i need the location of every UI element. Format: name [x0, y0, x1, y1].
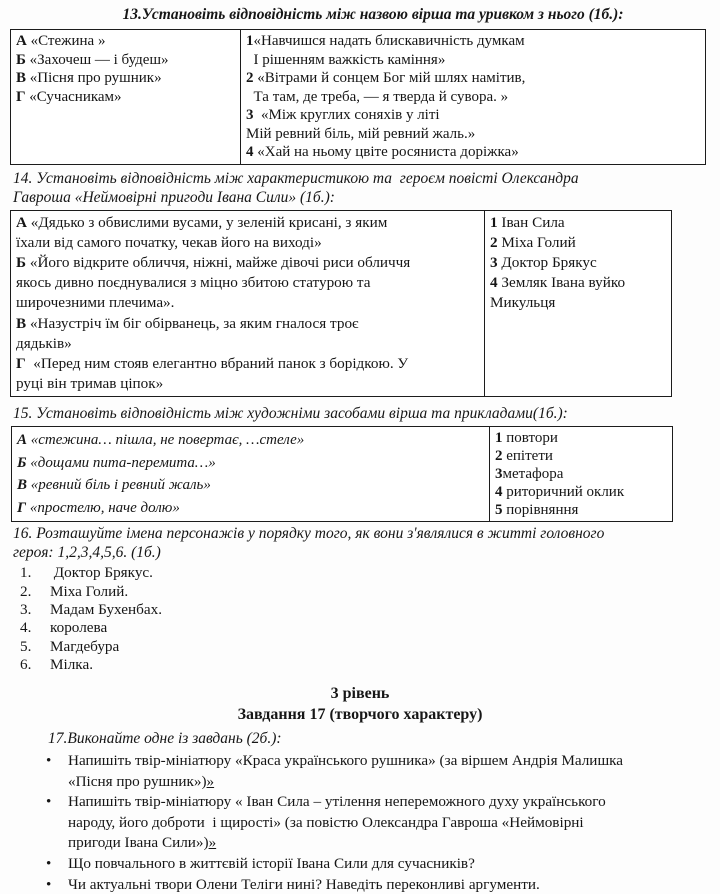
q13-excerpt-line	[246, 51, 700, 70]
option-letter: А	[17, 432, 28, 449]
excerpt-number: 2	[246, 70, 254, 86]
excerpt-text: І рішенням важкість каміння»	[246, 51, 446, 68]
question-13-matching-table	[10, 29, 706, 165]
example-text: «стежина… пішла, не повертає, …стеле»	[27, 432, 305, 449]
question-13-header: 13.Установіть відповідність між назвою вірша та уривком з нього (1б.):	[122, 6, 624, 23]
question-17-header: 17.Виконайте одне із завдань (2б.):	[48, 730, 282, 748]
device-number: 1	[495, 430, 503, 447]
list-item	[20, 583, 720, 601]
bullet-item	[46, 792, 720, 854]
character-number: 1	[490, 213, 498, 231]
device-name: епітети	[502, 448, 553, 465]
character-name: Міха Голий	[497, 233, 576, 251]
item-number: 1.	[20, 564, 32, 582]
q15-device	[495, 483, 667, 501]
q13-option-a	[16, 32, 235, 51]
bullet-item	[46, 751, 720, 792]
list-item	[20, 601, 720, 619]
header-line: героя: 1,2,3,4,5,6. (1б.)	[13, 543, 161, 561]
q14-character	[490, 253, 666, 273]
q14-desc-line	[16, 354, 479, 374]
task-17-title: Завдання 17 (творчого характеру)	[237, 706, 483, 724]
option-text: «Захочеш — і будеш»	[25, 51, 169, 68]
question-17-bullet-list	[46, 751, 720, 894]
item-text: королева	[50, 619, 108, 637]
header-line: Гавроша «Неймовірні пригоди Івана Сили» (1б.):	[13, 188, 335, 206]
question-16-character-list	[20, 564, 720, 674]
bullet-text	[68, 854, 713, 875]
item-number: 3.	[20, 600, 32, 618]
option-letter: А	[16, 33, 27, 49]
item-number: 6.	[20, 655, 32, 673]
q14-character	[490, 213, 666, 233]
example-text: «дощами пита-перемита…»	[26, 454, 216, 471]
device-number: 2	[495, 448, 503, 465]
device-number: 4	[495, 484, 503, 501]
q15-example	[17, 452, 484, 475]
character-name: Микульця	[490, 294, 556, 312]
excerpt-text: «Вітрами й сонцем Бог мій шлях намітив,	[253, 70, 526, 86]
q14-character	[490, 273, 666, 293]
q13-option-v	[16, 69, 235, 88]
bullet-icon: •	[46, 855, 52, 873]
header-line: 14. Установіть відповідність між характеристикою та героєм повісті Олександра	[13, 169, 579, 187]
item-number: 5.	[20, 637, 32, 655]
option-letter: В	[16, 70, 27, 86]
option-letter: Г	[16, 354, 26, 372]
q15-devices-column	[490, 427, 672, 521]
q13-option-g	[16, 88, 235, 107]
q14-desc-line	[16, 233, 479, 253]
bullet-text	[68, 792, 713, 854]
item-number: 2.	[20, 582, 32, 600]
bullet-text	[68, 875, 713, 894]
bullet-line: Напишіть твір-мініатюру « Іван Сила – утілення непереможного духу українського	[68, 793, 606, 811]
bullet-text	[68, 751, 713, 792]
q14-characters-column	[485, 211, 671, 397]
desc-text: «Назустріч їм біг обірванець, за яким гналося троє	[26, 314, 359, 332]
option-text: «Сучасникам»	[25, 88, 122, 105]
list-item	[20, 564, 720, 582]
device-number: 3	[495, 466, 503, 483]
bullet-item	[46, 854, 720, 875]
question-15-header: 15. Установіть відповідність між художніми засобами вірша та прикладами(1б.):	[13, 405, 568, 423]
desc-text: «Перед ним стояв елегантно вбраний панок з борідкою. У	[25, 354, 409, 372]
q13-excerpts-column	[241, 30, 705, 164]
q13-option-b	[16, 51, 235, 70]
desc-text: дядьків»	[16, 334, 72, 352]
list-item	[20, 619, 720, 637]
option-text: «Пісня про рушник»	[26, 70, 162, 86]
q13-excerpt-line	[246, 88, 700, 107]
desc-text: широчезними плечима».	[16, 294, 175, 312]
character-name: Доктор Брякус	[497, 253, 597, 271]
desc-text: руці він тримав ціпок»	[16, 375, 164, 393]
option-text: «Стежина »	[26, 33, 106, 49]
excerpt-number: 1	[246, 33, 254, 49]
excerpt-number: 4	[246, 144, 254, 160]
device-name: порівняння	[502, 502, 579, 519]
q14-desc-line	[16, 374, 479, 394]
bullet-line: Що повчального в життєвій історії Івана Сили для сучасників?	[68, 855, 475, 873]
question-15-matching-table	[11, 426, 673, 522]
bullet-icon: •	[46, 752, 52, 770]
q14-character	[490, 233, 666, 253]
desc-text: їхали від самого початку, чекав його на виході»	[16, 233, 322, 251]
q13-excerpt-line	[246, 106, 700, 125]
character-name: Земляк Івана вуйко	[497, 274, 626, 292]
q15-device	[495, 465, 667, 483]
device-name: риторичний оклик	[502, 484, 625, 501]
q15-example	[17, 497, 484, 520]
q14-desc-line	[16, 314, 479, 334]
q14-descriptions-column	[11, 211, 485, 397]
desc-text: «Його відкрите обличчя, ніжні, майже дівочі риси обличчя	[26, 253, 411, 271]
character-number: 2	[490, 233, 498, 251]
device-name: повтори	[502, 430, 558, 447]
character-number: 3	[490, 253, 498, 271]
bullet-icon: •	[46, 875, 52, 893]
bullet-line: Напишіть твір-мініатюру «Краса українського рушника» (за віршем Андрія Малишка	[68, 752, 624, 770]
q15-device	[495, 447, 667, 465]
option-letter: В	[17, 477, 28, 494]
q14-desc-line	[16, 334, 479, 354]
item-text: Магдебура	[50, 637, 120, 655]
q15-example	[17, 474, 484, 497]
underlined-suffix: »	[206, 772, 215, 790]
excerpt-text: «Навчишся надать блискавичність думкам	[253, 33, 525, 49]
underlined-suffix: »	[208, 834, 217, 852]
option-letter: Б	[16, 51, 26, 68]
option-letter: Г	[17, 499, 27, 516]
q14-desc-line	[16, 293, 479, 313]
option-letter: Б	[17, 454, 27, 471]
list-item	[20, 656, 720, 674]
option-letter: Г	[16, 88, 26, 105]
excerpt-text: «Хай на ньому цвіте росяниста доріжка»	[253, 144, 519, 160]
option-letter: Б	[16, 253, 27, 271]
character-name: Іван Сила	[497, 213, 565, 231]
bullet-line: пригоди Івана Сили»)	[68, 834, 209, 852]
desc-text: якось дивно поєднувалися з міцно збитою статурою та	[16, 274, 371, 292]
q13-options-column	[11, 30, 241, 164]
option-letter: А	[16, 213, 27, 231]
item-text: Міха Голий.	[50, 582, 129, 600]
list-item	[20, 638, 720, 656]
bullet-line: народу, його доброти і щирості» (за повістю Олександра Гавроша «Неймовірні	[68, 813, 584, 831]
level-3-title: 3 рівень	[330, 685, 390, 703]
q15-device	[495, 429, 667, 447]
desc-text: «Дядько з обвислими вусами, у зеленій крисані, з яким	[26, 213, 388, 231]
q13-excerpt-line	[246, 125, 700, 144]
excerpt-number: 3	[246, 107, 254, 123]
example-text: «простелю, наче долю»	[26, 499, 180, 516]
item-text: Мілка.	[50, 655, 93, 673]
example-text: «ревний біль і ревний жаль»	[27, 477, 211, 494]
q13-excerpt-line	[246, 143, 700, 162]
option-letter: В	[16, 314, 27, 332]
q14-desc-line	[16, 273, 479, 293]
header-line: 16. Розташуйте імена персонажів у порядку того, як вони з'являлися в житті головного	[13, 525, 605, 543]
question-14-header	[13, 169, 700, 207]
item-text: Доктор Брякус.	[50, 564, 153, 582]
item-number: 4.	[20, 619, 32, 637]
excerpt-text: «Між круглих соняхів у літі	[253, 107, 440, 123]
q14-character	[490, 293, 666, 313]
character-number: 4	[490, 274, 498, 292]
q15-example	[17, 429, 484, 452]
q13-excerpt-line	[246, 32, 700, 51]
question-16-header	[13, 525, 700, 562]
bullet-item	[46, 875, 720, 894]
bullet-icon: •	[46, 793, 52, 811]
device-name: метафора	[502, 466, 564, 483]
question-14-matching-table	[10, 210, 672, 398]
excerpt-text: Мій ревний біль, мій ревний жаль.»	[246, 125, 476, 142]
q15-device	[495, 501, 667, 519]
q14-desc-line	[16, 213, 479, 233]
item-text: Мадам Бухенбах.	[50, 600, 162, 618]
q14-desc-line	[16, 253, 479, 273]
q13-excerpt-line	[246, 69, 700, 88]
bullet-line: «Пісня про рушник»)	[68, 772, 207, 790]
device-number: 5	[495, 502, 503, 519]
q15-examples-column	[12, 427, 490, 521]
bullet-line: Чи актуальні твори Олени Теліги нині? Наведіть переконливі аргументи.	[68, 875, 540, 893]
excerpt-text: Та там, де треба, — я тверда й сувора. »	[246, 88, 509, 105]
